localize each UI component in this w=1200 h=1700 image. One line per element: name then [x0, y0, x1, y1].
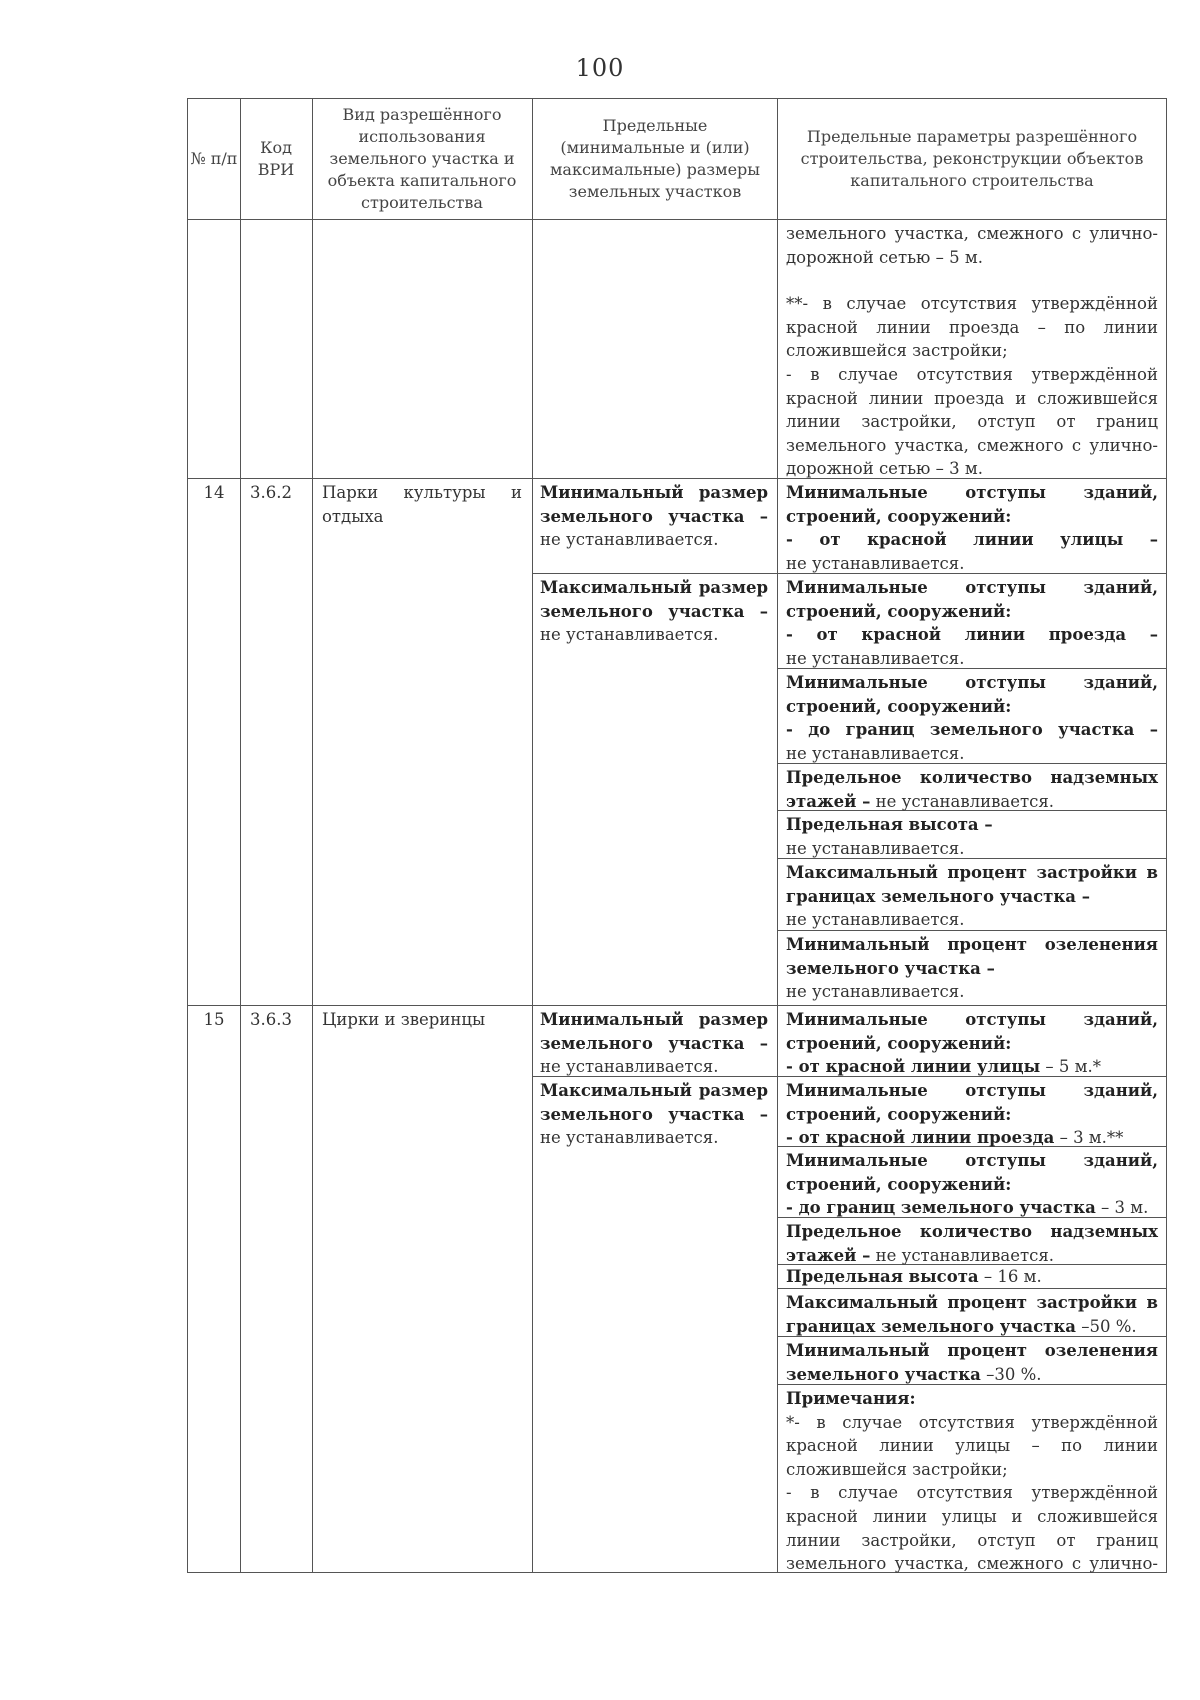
header-use-type: Вид разрешённого использования земельного участка и объекта капитального строительства: [327, 105, 517, 212]
row-use-type: Парки культуры и отдыха: [322, 483, 522, 526]
param-cell: Предельное количество надземных этажей – не устанавливается.: [786, 768, 1158, 811]
param-cell: Предельное количество надземных этажей – не устанавливается.: [786, 1222, 1158, 1265]
row-divider: [187, 1005, 1167, 1006]
cell-divider: [777, 1288, 1166, 1289]
row-number: 14: [203, 483, 225, 502]
note-paragraph: *- в случае отсутствия утверждённой красной линии улицы – по линии сложившейся застройки;: [786, 1412, 1158, 1479]
header-bottom-rule: [187, 219, 1167, 220]
size-cell: Максимальный размер земельного участка – не устанавливается.: [540, 578, 768, 645]
continuation-text: земельного участка, смежного с улично-дорожной сетью – 5 м. **- в случае отсутствия утверждённой красной линии проезда – по линии сложившейся застройки; - в случае отсутствия утверждённой красной линии проезда и сложившейся линии застройки, отступ от границ земельного участка, смежного с улично-дорожной сетью – 3 м.: [786, 224, 1158, 479]
param-cell: Минимальные отступы зданий, строений, сооружений: - до границ земельного участка – 3 м.: [786, 1151, 1158, 1218]
param-cell: Минимальный процент озеленения земельного участка –30 %.: [786, 1341, 1158, 1384]
param-cell: Минимальный процент озеленения земельного участка – не устанавливается.: [786, 935, 1158, 1002]
column-divider: [240, 98, 241, 1573]
notes-cell: [786, 1387, 1158, 1576]
row-number: 15: [203, 1010, 225, 1029]
column-divider: [777, 98, 778, 1573]
param-cell: Минимальные отступы зданий, строений, сооружений: - от красной линии улицы – не устанавливается.: [786, 483, 1158, 573]
row-code: 3.6.2: [250, 483, 292, 502]
row-use-type: Цирки и зверинцы: [322, 1010, 486, 1029]
header-number: № п/п: [190, 149, 238, 168]
param-cell: Минимальные отступы зданий, строений, сооружений: - до границ земельного участка – не устанавливается.: [786, 673, 1158, 763]
size-cell: Минимальный размер земельного участка – не устанавливается.: [540, 483, 768, 550]
table-border-top: [187, 98, 1167, 99]
size-cell: Максимальный размер земельного участка – не устанавливается.: [540, 1081, 768, 1148]
param-cell: Предельная высота – 16 м.: [786, 1267, 1042, 1286]
header-code: Код ВРИ: [257, 138, 295, 179]
param-cell: Максимальный процент застройки в границах земельного участка –50 %.: [786, 1293, 1158, 1336]
size-cell: Минимальный размер земельного участка – не устанавливается.: [540, 1010, 768, 1077]
param-cell: Минимальные отступы зданий, строений, сооружений: - от красной линии проезда – 3 м.**: [786, 1081, 1158, 1148]
param-cell: Предельная высота – не устанавливается.: [786, 815, 993, 858]
table-border-right: [1166, 98, 1167, 1573]
notes-title: Примечания:: [786, 1389, 916, 1408]
header-plot-sizes: Предельные (минимальные и (или) максимальные) размеры земельных участков: [549, 116, 761, 201]
param-cell: Минимальные отступы зданий, строений, сооружений: - от красной линии улицы – 5 м.*: [786, 1010, 1158, 1077]
column-divider: [312, 98, 313, 1573]
table-border-left: [187, 98, 188, 1573]
note-paragraph: - в случае отсутствия утверждённой красной линии улицы и сложившейся линии застройки, отступ от границ земельного участка, смежного с улично-: [786, 1483, 1158, 1574]
row-code: 3.6.3: [250, 1010, 292, 1029]
param-cell: Максимальный процент застройки в границах земельного участка – не устанавливается.: [786, 863, 1158, 930]
param-cell: Минимальные отступы зданий, строений, сооружений: - от красной линии проезда – не устанавливается.: [786, 578, 1158, 668]
header-build-params: Предельные параметры разрешённого строительства, реконструкции объектов капитального строительства: [800, 127, 1144, 190]
column-divider: [532, 98, 533, 1573]
page-number: 100: [575, 54, 625, 82]
